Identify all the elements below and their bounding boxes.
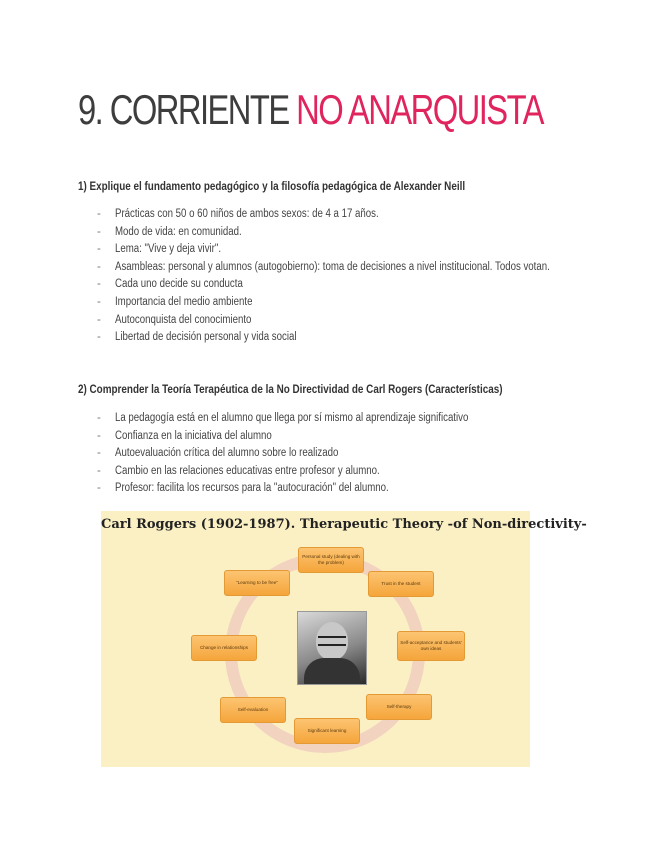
list-item: - Prácticas con 50 o 60 niños de ambos sexos: de 4 a 17 años.	[94, 206, 633, 224]
list-item: - Profesor: facilita los recursos para la "autocuración" del alumno.	[94, 480, 536, 498]
title-accent: NO ANARQUISTA	[296, 86, 543, 133]
cycle-box-trust: Trust in the student	[368, 571, 434, 597]
list-item: - Cambio en las relaciones educativas entre profesor y alumno.	[94, 463, 536, 481]
list-item: - La pedagogía está en el alumno que llega por sí mismo al aprendizaje significativo	[94, 410, 536, 428]
section2-question: 2) Comprender la Teoría Terapéutica de la No Directividad de Carl Rogers (Características)	[78, 384, 503, 396]
cycle-box-personal-study: Personal study (dealing with the problem)	[298, 547, 364, 573]
section1-question: 1) Explique el fundamento pedagógico y la filosofía pedagógica de Alexander Neill	[78, 181, 466, 193]
cycle-box-learning-free: "Learning to be free"	[224, 570, 290, 596]
page-title	[78, 86, 543, 134]
title-number: 9. CORRIENTE	[78, 86, 289, 133]
diagram-title: Carl Roggers (1902-1987). Therapeutic Theory -of Non-directivity-	[101, 517, 587, 532]
cycle-box-self-acceptance: Self-acceptance and students' own ideas	[397, 631, 465, 661]
rogers-diagram	[101, 511, 587, 767]
list-item: - Asambleas: personal y alumnos (autogobierno): toma de decisiones a nivel institucional. Todos votan.	[94, 259, 633, 277]
list-item: - Confianza en la iniciativa del alumno	[94, 428, 536, 446]
list-item: - Modo de vida: en comunidad.	[94, 224, 633, 242]
list-item: - Importancia del medio ambiente	[94, 294, 633, 312]
list-item: - Autoevaluación crítica del alumno sobre lo realizado	[94, 445, 536, 463]
list-item: - Lema: "Vive y deja vivir".	[94, 241, 633, 259]
list-item: - Autoconquista del conocimiento	[94, 312, 633, 330]
list-item: - Cada uno decide su conducta	[94, 276, 633, 294]
cycle-box-self-therapy: Self-therapy	[366, 694, 432, 720]
list-item: - Libertad de decisión personal y vida social	[94, 329, 633, 347]
cycle-box-significant-learning: Significant learning	[294, 718, 360, 744]
cycle-box-change: Change in relationships	[191, 635, 257, 661]
section2-list	[94, 410, 536, 498]
section1-list	[94, 206, 633, 347]
cycle-box-self-evaluation: Self-evaluation	[220, 697, 286, 723]
carl-rogers-photo	[297, 611, 367, 685]
